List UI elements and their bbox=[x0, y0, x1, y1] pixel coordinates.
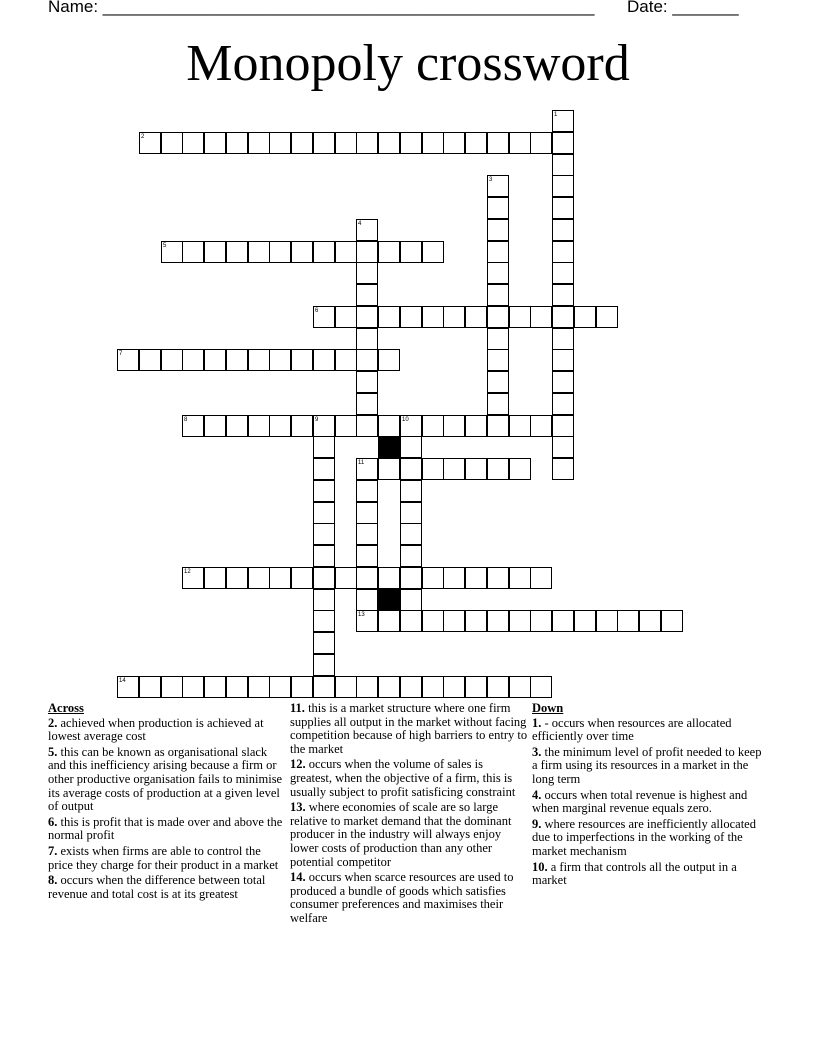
grid-cell[interactable] bbox=[356, 545, 378, 567]
clue-across-5: 5. this can be known as organisational slack and this inefficiency arising because a firm or other productive organisation fails to minimise its average costs of production at a given level of output bbox=[48, 744, 283, 814]
grid-cell[interactable] bbox=[313, 567, 335, 589]
grid-cell[interactable] bbox=[487, 241, 509, 263]
grid-cell[interactable] bbox=[400, 502, 422, 524]
clue-across-7: 7. exists when firms are able to control the price they charge for their product in a market bbox=[48, 843, 279, 872]
grid-cell[interactable] bbox=[487, 197, 509, 219]
grid-cell[interactable] bbox=[182, 241, 204, 263]
clue-across-6: 6. this is profit that is made over and above the normal profit bbox=[48, 814, 283, 843]
grid-cell[interactable] bbox=[465, 132, 487, 154]
grid-cell[interactable] bbox=[509, 676, 531, 698]
grid-cell[interactable] bbox=[313, 610, 335, 632]
grid-cell[interactable] bbox=[269, 241, 291, 263]
grid-cell[interactable] bbox=[530, 676, 552, 698]
grid-cell[interactable] bbox=[313, 589, 335, 611]
down-heading: Down bbox=[532, 701, 564, 715]
grid-cell[interactable] bbox=[530, 132, 552, 154]
grid-cell[interactable] bbox=[443, 306, 465, 328]
across-clues-column bbox=[48, 702, 284, 903]
grid-cell[interactable] bbox=[661, 610, 683, 632]
grid-cell[interactable] bbox=[182, 349, 204, 371]
grid-cell[interactable] bbox=[313, 545, 335, 567]
grid-cell[interactable] bbox=[313, 654, 335, 676]
clue-across-12: 12. occurs when the volume of sales is greatest, when the objective of a firm, this is usually subject to profit satisficing constraint bbox=[290, 757, 516, 799]
clue-number: 4 bbox=[358, 221, 362, 227]
grid-cell[interactable] bbox=[400, 567, 422, 589]
page-header bbox=[0, 0, 816, 24]
date-field-label[interactable]: Date: _______ bbox=[627, 0, 739, 16]
grid-cell[interactable] bbox=[552, 241, 574, 263]
grid-cell[interactable] bbox=[161, 132, 183, 154]
grid-cell[interactable] bbox=[487, 306, 509, 328]
grid-cell[interactable] bbox=[313, 676, 335, 698]
grid-cell[interactable] bbox=[400, 480, 422, 502]
grid-cell[interactable] bbox=[378, 349, 400, 371]
clue-number: 14 bbox=[119, 678, 126, 684]
grid-cell[interactable] bbox=[487, 393, 509, 415]
grid-cell[interactable] bbox=[313, 480, 335, 502]
grid-cell[interactable] bbox=[356, 502, 378, 524]
clue-down-9: 9. where resources are inefficiently allocated due to imperfections in the working of the market mechanism bbox=[532, 816, 756, 858]
grid-cell[interactable] bbox=[269, 415, 291, 437]
grid-cell[interactable] bbox=[291, 349, 313, 371]
grid-cell[interactable] bbox=[356, 349, 378, 371]
grid-cell[interactable] bbox=[487, 284, 509, 306]
clue-across-14: 14. occurs when scarce resources are used to produced a bundle of goods which satisfies consumer preferences and maximises their welfare bbox=[290, 870, 514, 925]
grid-cell[interactable] bbox=[400, 132, 422, 154]
grid-cell[interactable] bbox=[291, 132, 313, 154]
grid-cell[interactable] bbox=[487, 328, 509, 350]
grid-cell[interactable] bbox=[465, 415, 487, 437]
clue-down-1: 1. - occurs when resources are allocated efficiently over time bbox=[532, 715, 732, 744]
clue-number: 9 bbox=[315, 417, 319, 423]
grid-cell[interactable] bbox=[422, 241, 444, 263]
grid-cell[interactable] bbox=[400, 436, 422, 458]
grid-cell[interactable] bbox=[226, 132, 248, 154]
grid-cell[interactable] bbox=[574, 610, 596, 632]
clue-number: 5 bbox=[163, 243, 167, 249]
grid-cell[interactable] bbox=[487, 371, 509, 393]
grid-cell[interactable] bbox=[269, 132, 291, 154]
grid-cell[interactable] bbox=[552, 458, 574, 480]
grid-cell[interactable] bbox=[574, 306, 596, 328]
grid-cell[interactable] bbox=[596, 610, 618, 632]
grid-cell[interactable] bbox=[356, 328, 378, 350]
grid-cell[interactable] bbox=[335, 306, 357, 328]
grid-cell[interactable] bbox=[465, 306, 487, 328]
grid-cell[interactable] bbox=[465, 676, 487, 698]
grid-cell[interactable] bbox=[487, 132, 509, 154]
grid-cell[interactable] bbox=[422, 415, 444, 437]
grid-cell[interactable] bbox=[530, 567, 552, 589]
black-cell bbox=[378, 436, 400, 458]
grid-cell[interactable] bbox=[487, 567, 509, 589]
grid-cell[interactable] bbox=[509, 306, 531, 328]
grid-cell[interactable] bbox=[226, 241, 248, 263]
grid-cell[interactable] bbox=[226, 676, 248, 698]
grid-cell[interactable] bbox=[204, 132, 226, 154]
page-title: Monopoly crossword bbox=[186, 35, 630, 92]
grid-cell[interactable] bbox=[335, 676, 357, 698]
grid-cell[interactable] bbox=[552, 262, 574, 284]
grid-cell[interactable] bbox=[313, 502, 335, 524]
name-field-label[interactable]: Name: ____________________________________________________ bbox=[48, 0, 595, 16]
grid-cell[interactable] bbox=[552, 436, 574, 458]
grid-cell[interactable] bbox=[226, 415, 248, 437]
grid-cell[interactable] bbox=[552, 197, 574, 219]
grid-cell[interactable] bbox=[487, 415, 509, 437]
grid-cell[interactable] bbox=[378, 306, 400, 328]
across-heading: Across bbox=[48, 701, 84, 715]
grid-cell[interactable] bbox=[465, 458, 487, 480]
grid-cell[interactable] bbox=[204, 241, 226, 263]
grid-cell[interactable] bbox=[378, 567, 400, 589]
grid-cell[interactable] bbox=[400, 545, 422, 567]
grid-cell[interactable] bbox=[509, 610, 531, 632]
grid-cell[interactable] bbox=[530, 610, 552, 632]
grid-cell[interactable] bbox=[335, 349, 357, 371]
grid-cell[interactable] bbox=[313, 523, 335, 545]
grid-cell[interactable] bbox=[356, 415, 378, 437]
grid-cell[interactable] bbox=[356, 676, 378, 698]
grid-cell[interactable] bbox=[487, 676, 509, 698]
across-clues-continued bbox=[290, 702, 528, 928]
grid-cell[interactable] bbox=[400, 589, 422, 611]
grid-cell[interactable] bbox=[291, 415, 313, 437]
grid-cell[interactable] bbox=[509, 458, 531, 480]
grid-cell[interactable] bbox=[465, 567, 487, 589]
grid-cell[interactable] bbox=[204, 349, 226, 371]
clue-down-10: 10. a firm that controls all the output in a market bbox=[532, 859, 737, 888]
clue-across-13: 13. where economies of scale are so large relative to market demand that the dominant producer in the industry will always enjoy lower costs of production than any other potential competitor bbox=[290, 800, 512, 869]
grid-cell[interactable] bbox=[313, 436, 335, 458]
grid-cell[interactable] bbox=[204, 415, 226, 437]
clue-number: 10 bbox=[402, 417, 409, 423]
grid-cell[interactable] bbox=[530, 415, 552, 437]
grid-cell[interactable] bbox=[356, 589, 378, 611]
grid-cell[interactable] bbox=[335, 132, 357, 154]
grid-cell[interactable] bbox=[356, 284, 378, 306]
grid-cell[interactable] bbox=[139, 676, 161, 698]
grid-cell[interactable] bbox=[356, 306, 378, 328]
grid-cell[interactable] bbox=[487, 458, 509, 480]
grid-cell[interactable] bbox=[509, 132, 531, 154]
grid-cell[interactable] bbox=[204, 567, 226, 589]
grid-cell[interactable] bbox=[443, 415, 465, 437]
clue-down-3: 3. the minimum level of profit needed to keep a firm using its resources in a market in the long term bbox=[532, 744, 762, 786]
grid-cell[interactable] bbox=[248, 567, 270, 589]
clue-across-2: 2. achieved when production is achieved at lowest average cost bbox=[48, 715, 264, 744]
grid-cell[interactable] bbox=[552, 219, 574, 241]
grid-cell[interactable] bbox=[356, 567, 378, 589]
clue-number: 3 bbox=[489, 177, 493, 183]
grid-cell[interactable] bbox=[552, 132, 574, 154]
grid-cell[interactable] bbox=[356, 371, 378, 393]
grid-cell[interactable] bbox=[291, 567, 313, 589]
grid-cell[interactable] bbox=[291, 241, 313, 263]
grid-cell[interactable] bbox=[313, 632, 335, 654]
clue-number: 12 bbox=[184, 569, 191, 575]
grid-cell[interactable] bbox=[269, 349, 291, 371]
grid-cell[interactable] bbox=[356, 132, 378, 154]
grid-cell[interactable] bbox=[400, 306, 422, 328]
grid-cell[interactable] bbox=[530, 306, 552, 328]
grid-cell[interactable] bbox=[400, 523, 422, 545]
grid-cell[interactable] bbox=[248, 241, 270, 263]
grid-cell[interactable] bbox=[335, 567, 357, 589]
clue-down-4: 4. occurs when total revenue is highest and when marginal revenue equals zero. bbox=[532, 787, 748, 816]
grid-cell[interactable] bbox=[161, 676, 183, 698]
grid-cell[interactable] bbox=[248, 132, 270, 154]
grid-cell[interactable] bbox=[335, 241, 357, 263]
clue-number: 8 bbox=[184, 417, 188, 423]
grid-cell[interactable] bbox=[443, 676, 465, 698]
grid-cell[interactable] bbox=[552, 328, 574, 350]
grid-cell[interactable] bbox=[248, 676, 270, 698]
grid-cell[interactable] bbox=[422, 676, 444, 698]
grid-cell[interactable] bbox=[443, 567, 465, 589]
grid-cell[interactable] bbox=[226, 349, 248, 371]
grid-cell[interactable] bbox=[487, 349, 509, 371]
grid-cell[interactable] bbox=[422, 567, 444, 589]
grid-cell[interactable] bbox=[443, 132, 465, 154]
grid-cell[interactable] bbox=[552, 393, 574, 415]
grid-cell[interactable] bbox=[204, 676, 226, 698]
grid-cell[interactable] bbox=[552, 154, 574, 176]
clue-number: 2 bbox=[141, 134, 145, 140]
clue-number: 1 bbox=[554, 112, 558, 118]
grid-cell[interactable] bbox=[400, 458, 422, 480]
grid-cell[interactable] bbox=[422, 132, 444, 154]
grid-cell[interactable] bbox=[378, 676, 400, 698]
grid-cell[interactable] bbox=[248, 415, 270, 437]
grid-cell[interactable] bbox=[335, 415, 357, 437]
grid-cell[interactable] bbox=[356, 523, 378, 545]
grid-cell[interactable] bbox=[552, 349, 574, 371]
grid-cell[interactable] bbox=[269, 676, 291, 698]
grid-cell[interactable] bbox=[313, 132, 335, 154]
clue-number: 6 bbox=[315, 308, 319, 314]
grid-cell[interactable] bbox=[552, 371, 574, 393]
grid-cell[interactable] bbox=[552, 610, 574, 632]
grid-cell[interactable] bbox=[443, 610, 465, 632]
grid-cell[interactable] bbox=[639, 610, 661, 632]
grid-cell[interactable] bbox=[378, 415, 400, 437]
grid-cell[interactable] bbox=[509, 415, 531, 437]
grid-cell[interactable] bbox=[313, 458, 335, 480]
grid-cell[interactable] bbox=[552, 284, 574, 306]
grid-cell[interactable] bbox=[596, 306, 618, 328]
grid-cell[interactable] bbox=[400, 241, 422, 263]
grid-cell[interactable] bbox=[400, 610, 422, 632]
grid-cell[interactable] bbox=[422, 306, 444, 328]
grid-cell[interactable] bbox=[465, 610, 487, 632]
clue-number: 11 bbox=[358, 460, 365, 466]
grid-cell[interactable] bbox=[552, 306, 574, 328]
grid-cell[interactable] bbox=[487, 610, 509, 632]
grid-cell[interactable] bbox=[378, 241, 400, 263]
grid-cell[interactable] bbox=[378, 610, 400, 632]
grid-cell[interactable] bbox=[313, 241, 335, 263]
clue-number: 7 bbox=[119, 351, 123, 357]
grid-cell[interactable] bbox=[313, 349, 335, 371]
grid-cell[interactable] bbox=[226, 567, 248, 589]
grid-cell[interactable] bbox=[443, 458, 465, 480]
grid-cell[interactable] bbox=[182, 132, 204, 154]
grid-cell[interactable] bbox=[182, 676, 204, 698]
grid-cell[interactable] bbox=[356, 393, 378, 415]
grid-cell[interactable] bbox=[356, 241, 378, 263]
grid-cell[interactable] bbox=[378, 132, 400, 154]
grid-cell[interactable] bbox=[552, 415, 574, 437]
black-cell bbox=[378, 589, 400, 611]
grid-cell[interactable] bbox=[617, 610, 639, 632]
grid-cell[interactable] bbox=[400, 676, 422, 698]
down-clues-column bbox=[532, 702, 768, 890]
grid-cell[interactable] bbox=[139, 349, 161, 371]
grid-cell[interactable] bbox=[487, 219, 509, 241]
grid-cell[interactable] bbox=[269, 567, 291, 589]
grid-cell[interactable] bbox=[509, 567, 531, 589]
grid-cell[interactable] bbox=[552, 175, 574, 197]
clue-across-8: 8. occurs when the difference between total revenue and total cost is at its greatest bbox=[48, 873, 266, 901]
clue-number: 13 bbox=[358, 612, 365, 618]
grid-cell[interactable] bbox=[378, 458, 400, 480]
grid-cell[interactable] bbox=[291, 676, 313, 698]
grid-cell[interactable] bbox=[161, 349, 183, 371]
grid-cell[interactable] bbox=[248, 349, 270, 371]
grid-cell[interactable] bbox=[422, 458, 444, 480]
grid-cell[interactable] bbox=[356, 262, 378, 284]
clue-across-11: 11. this is a market structure where one firm supplies all output in the market without facing competition because of high barriers to entry to the market bbox=[290, 701, 528, 756]
grid-cell[interactable] bbox=[422, 610, 444, 632]
grid-cell[interactable] bbox=[356, 480, 378, 502]
grid-cell[interactable] bbox=[487, 262, 509, 284]
